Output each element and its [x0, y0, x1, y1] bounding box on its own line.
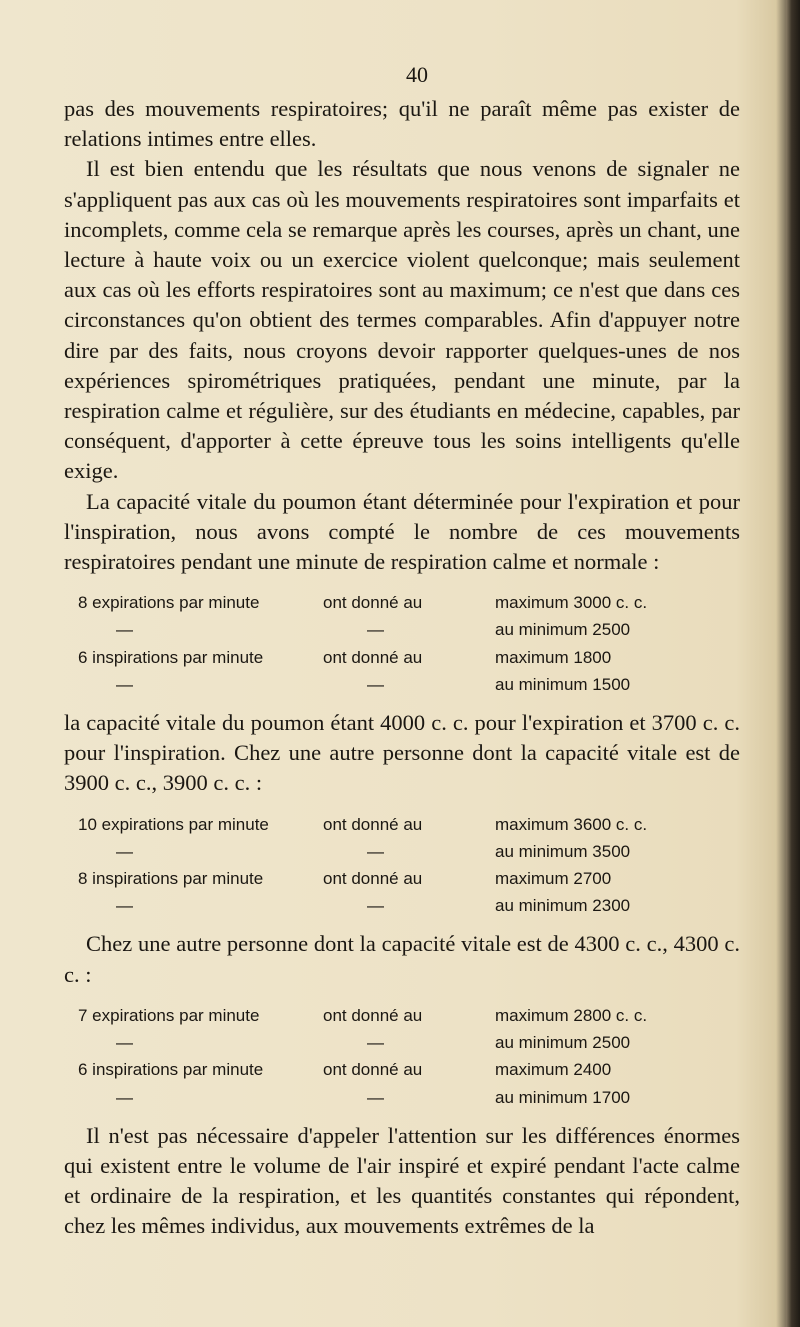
paragraph-6: Il n'est pas nécessaire d'appeler l'attention sur les différences énormes qui existent entre le volume de l'air inspiré et expiré pendant l'acte calme et ordinaire de la respiration, et les quantités constantes qui répondent, chez les mêmes individus, aux mouvements extrêmes de la — [64, 1122, 740, 1239]
table-row: — — au minimum 1700 — [116, 1087, 631, 1107]
table-row: — — au minimum 2500 — [116, 1033, 631, 1053]
table-row: — — au minimum 3500 — [116, 841, 631, 861]
table-row: 8 expirations par minute ont donné au maximum 3000 c. c. — [78, 593, 648, 613]
paragraph-5: Chez une autre personne dont la capacité vitale est de 4300 c. c., 4300 c. c. : — [64, 931, 740, 987]
table-row: 7 expirations par minute ont donné au maximum 2800 c. c. — [78, 1005, 648, 1025]
paragraph-3: La capacité vitale du poumon étant déterminée pour l'expiration et pour l'inspiration, nous avons compté le nombre de ces mouvements respiratoires pendant une minute de respiration calme et normale : — [64, 488, 740, 575]
page-body — [64, 94, 740, 1242]
measurement-table-2 — [64, 811, 740, 920]
measurement-table-1 — [64, 589, 740, 698]
paragraph-1: pas des mouvements respiratoires; qu'il ne paraît même pas exister de relations intimes entre elles. — [64, 96, 740, 152]
page-number: 40 — [406, 62, 428, 87]
table-row: — — au minimum 1500 — [116, 674, 631, 694]
paragraph-4: la capacité vitale du poumon étant 4000 c. c. pour l'expiration et 3700 c. c. pour l'inspiration. Chez une autre personne dont la capacité vitale est de 3900 c. c., 3900 c. c. : — [64, 710, 740, 796]
table-row: 10 expirations par minute ont donné au maximum 3600 c. c. — [78, 814, 648, 834]
table-row: 8 inspirations par minute ont donné au maximum 2700 — [78, 869, 612, 889]
table-row: 6 inspirations par minute ont donné au maximum 1800 — [78, 647, 612, 667]
table-row: 6 inspirations par minute ont donné au maximum 2400 — [78, 1060, 612, 1080]
table-row: — — au minimum 2300 — [116, 896, 631, 916]
measurement-table-3 — [64, 1002, 740, 1111]
table-row: — — au minimum 2500 — [116, 620, 631, 640]
paragraph-2: Il est bien entendu que les résultats que nous venons de signaler ne s'appliquent pas aux cas où les mouvements respiratoires sont imparfaits et incomplets, comme cela se remarque après les courses, après un chant, une lecture à haute voix ou un exercice violent quelconque; mais seulement aux cas où les efforts respiratoires sont au maximum; ce n'est que dans ces circonstances qu'on obtient des termes comparables. Afin d'appuyer notre dire par des faits, nous croyons devoir rapporter quelques-unes de nos expériences spirométriques pratiquées, pendant une minute, par la respiration calme et régulière, sur des étudiants en médecine, capables, par conséquent, d'apporter à cette épreuve tous les soins intelligents qu'elle exige. — [64, 156, 740, 484]
book-edge-shadow — [786, 0, 800, 1327]
